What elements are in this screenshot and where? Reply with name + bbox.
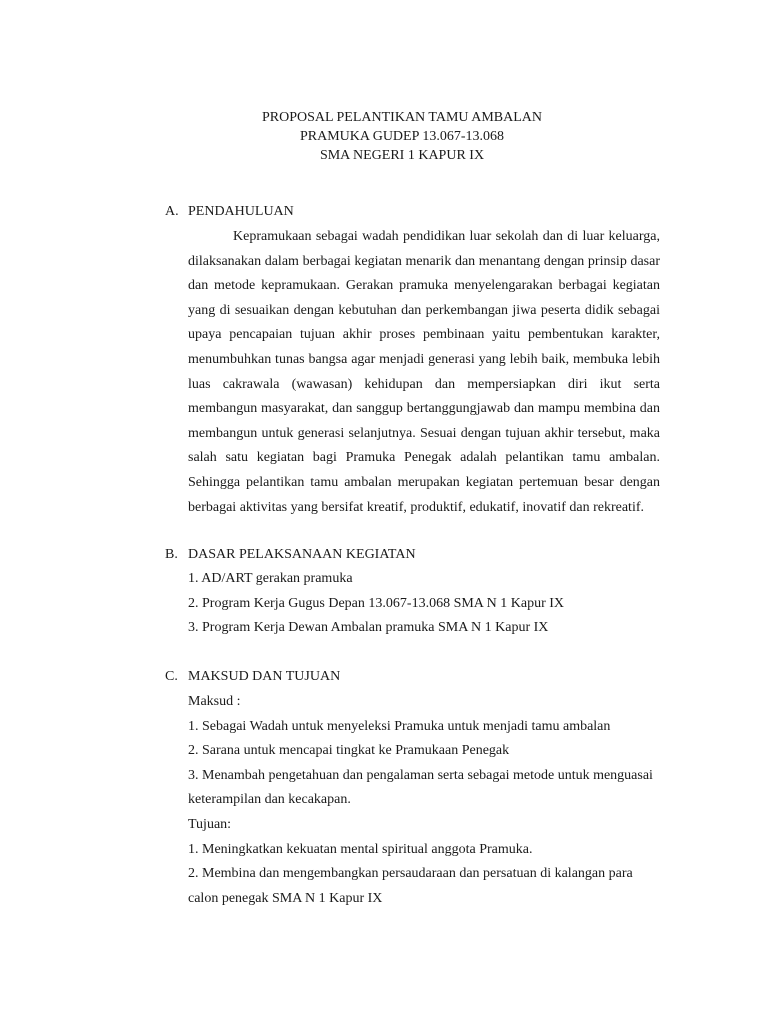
section-a-heading	[165, 202, 294, 222]
section-c-letter: C.	[165, 669, 178, 684]
list-item: 1. Sebagai Wadah untuk menyeleksi Pramuka untuk menjadi tamu ambalan	[188, 718, 611, 734]
tujuan-label: Tujuan:	[188, 816, 232, 832]
section-c-title: MAKSUD DAN TUJUAN	[188, 669, 341, 684]
list-item: 3. Program Kerja Dewan Ambalan pramuka SMA N 1 Kapur IX	[188, 620, 549, 636]
section-a-paragraph-text: Kepramukaan sebagai wadah pendidikan luar sekolah dan di luar keluarga, dilaksanakan dalam berbagai kegiatan menarik dan menantang dengan prinsip dasar dan metode kepramukaan. Gerakan pramuka menyelengarakan berbagai kegiatan yang di sesuaikan dengan kebutuhan dan perkembangan jiwa peserta didik sebagai upaya pencapaian tujuan akhir proses pembinaan yaitu pembentukan karakter, menumbuhkan tunas bangsa agar menjadi generasi yang lebih baik, membuka lebih luas cakrawala (wawasan) kehidupan dan mempersiapkan diri ikut serta membangun masyarakat, dan sanggup bertanggungjawab dan mampu membina dan membangun untuk generasi selanjutnya. Sesuai dengan tujuan akhir tersebut, maka salah satu kegiatan bagi Pramuka Penegak adalah pelantikan tamu ambalan. Sehingga pelantikan tamu ambalan merupakan kegiatan pertemuan besar dengan berbagai aktivitas yang bersifat kreatif, produktif, edukatif, inovatif dan rekreatif.	[188, 229, 660, 515]
document-title	[0, 108, 768, 165]
section-c-list	[188, 690, 668, 911]
section-b-heading	[165, 545, 416, 565]
list-item: 3. Menambah pengetahuan dan pengalaman serta sebagai metode untuk menguasai keterampilan dan kecakapan.	[188, 767, 653, 808]
title-line-2: PRAMUKA GUDEP 13.067-13.068	[299, 129, 505, 144]
list-item: 2. Membina dan mengembangkan persaudaraan dan persatuan di kalangan para calon penegak SMA N 1 Kapur IX	[188, 866, 633, 906]
section-a-paragraph	[188, 225, 660, 520]
section-b-list	[188, 567, 668, 641]
maksud-label: Maksud :	[188, 694, 241, 709]
list-item: 1. AD/ART gerakan pramuka	[188, 571, 353, 586]
title-line-1: PROPOSAL PELANTIKAN TAMU AMBALAN	[261, 110, 543, 125]
section-a-title: PENDAHULUAN	[188, 204, 294, 219]
section-c-heading	[165, 667, 340, 687]
list-item: 2. Program Kerja Gugus Depan 13.067-13.068 SMA N 1 Kapur IX	[188, 595, 565, 611]
section-b-letter: B.	[165, 547, 178, 562]
list-item: 2. Sarana untuk mencapai tingkat ke Pramukaan Penegak	[188, 743, 510, 759]
section-a-letter: A.	[165, 204, 179, 219]
title-line-3: SMA NEGERI 1 KAPUR IX	[319, 148, 485, 163]
section-b-title: DASAR PELAKSANAAN KEGIATAN	[188, 547, 416, 562]
list-item: 1. Meningkatkan kekuatan mental spiritual anggota Pramuka.	[188, 841, 533, 857]
